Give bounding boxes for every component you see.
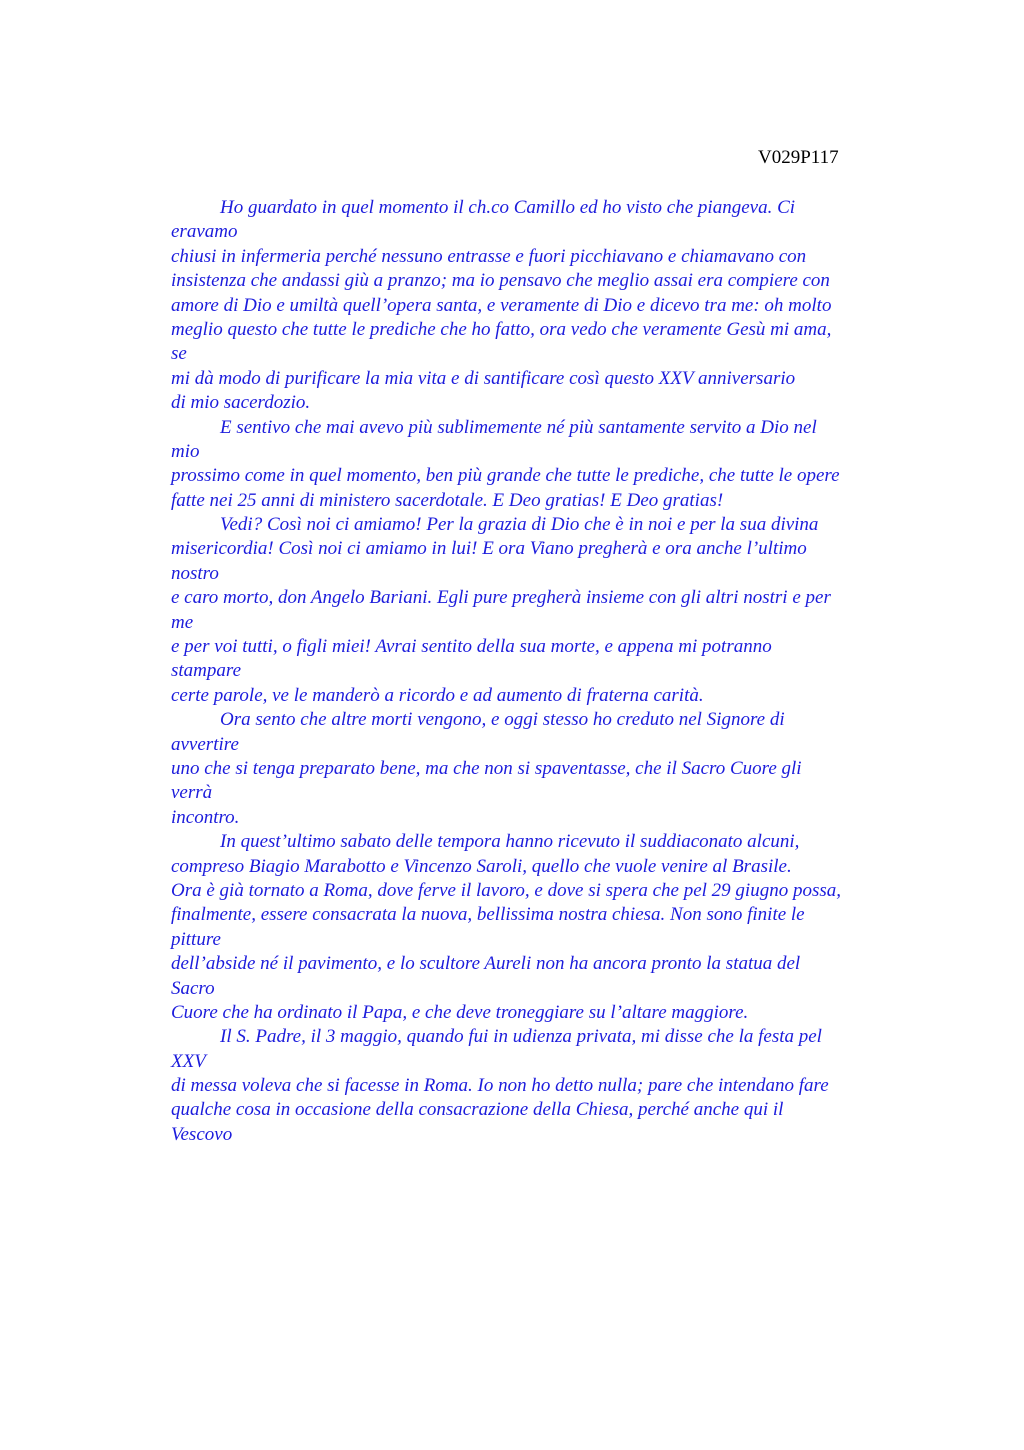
text-line: misericordia! Così noi ci amiamo in lui! E ora Viano pregherà e ora anche l’ultimo <box>171 538 807 560</box>
text-line: Il S. Padre, il 3 maggio, quando fui in udienza privata, mi disse che la festa pel <box>220 1026 822 1048</box>
text-line: finalmente, essere consacrata la nuova, bellissima nostra chiesa. Non sono finite le <box>171 904 805 926</box>
text-line: Cuore che ha ordinato il Papa, e che deve troneggiare su l’altare maggiore. <box>171 1001 749 1023</box>
text-line: avvertire <box>171 733 239 755</box>
text-line: eravamo <box>171 221 238 243</box>
text-line: Ho guardato in quel momento il ch.co Camillo ed ho visto che piangeva. Ci <box>220 197 796 218</box>
text-line: dell’abside né il pavimento, e lo scultore Aureli non ha ancora pronto la statua del <box>171 953 801 975</box>
text-line: incontro. <box>171 806 240 828</box>
text-line: mio <box>171 440 200 462</box>
text-line: Ora è già tornato a Roma, dove ferve il lavoro, e dove si spera che pel 29 giugno possa, <box>171 879 841 901</box>
text-line: XXV <box>171 1050 206 1072</box>
text-line: In quest’ultimo sabato delle tempora hanno ricevuto il suddiaconato alcuni, <box>220 831 800 853</box>
text-line: di messa voleva che si facesse in Roma. Io non ho detto nulla; pare che intendano fare <box>171 1075 829 1097</box>
text-line: chiusi in infermeria perché nessuno entrasse e fuori picchiavano e chiamavano con <box>171 245 807 267</box>
text-line: pitture <box>171 928 221 950</box>
text-line: Ora sento che altre morti vengono, e oggi stesso ho creduto nel Signore di <box>220 709 785 731</box>
text-line: Sacro <box>171 977 215 999</box>
page-identifier: V029P117 <box>758 147 839 168</box>
text-line: certe parole, ve le manderò a ricordo e ad aumento di fraterna carità. <box>171 684 704 706</box>
text-line: prossimo come in quel momento, ben più grande che tutte le prediche, che tutte le opere <box>171 465 840 487</box>
text-line: compreso Biagio Marabotto e Vincenzo Saroli, quello che vuole venire al Brasile. <box>171 855 792 877</box>
text-line: mi dà modo di purificare la mia vita e di santificare così questo XXV anniversario <box>171 367 796 389</box>
text-line: E sentivo che mai avevo più sublimemente né più santamente servito a Dio nel <box>220 416 817 438</box>
text-line: se <box>171 343 187 365</box>
text-line: Vescovo <box>171 1123 233 1145</box>
text-line: Vedi? Così noi ci amiamo! Per la grazia di Dio che è in noi e per la sua divina <box>220 514 819 536</box>
text-line: me <box>171 611 194 633</box>
text-line: qualche cosa in occasione della consacrazione della Chiesa, perché anche qui il <box>171 1099 784 1121</box>
text-line: amore di Dio e umiltà quell’opera santa, e veramente di Dio e dicevo tra me: oh molto <box>171 294 832 316</box>
text-line: e per voi tutti, o figli miei! Avrai sentito della sua morte, e appena mi potranno <box>171 636 772 658</box>
text-line: uno che si tenga preparato bene, ma che non si spaventasse, che il Sacro Cuore gli <box>171 757 802 779</box>
letter-body <box>171 196 951 1147</box>
text-line: verrà <box>171 782 213 804</box>
text-line: di mio sacerdozio. <box>171 392 311 414</box>
text-line: stampare <box>171 660 242 682</box>
text-line: fatte nei 25 anni di ministero sacerdotale. E Deo gratias! E Deo gratias! <box>171 489 724 511</box>
text-line: nostro <box>171 562 219 584</box>
text-line: meglio questo che tutte le prediche che ho fatto, ora vedo che veramente Gesù mi ama, <box>171 318 832 340</box>
text-line: e caro morto, don Angelo Bariani. Egli pure pregherà insieme con gli altri nostri e per <box>171 587 831 609</box>
text-line: insistenza che andassi giù a pranzo; ma io pensavo che meglio assai era compiere con <box>171 270 830 292</box>
